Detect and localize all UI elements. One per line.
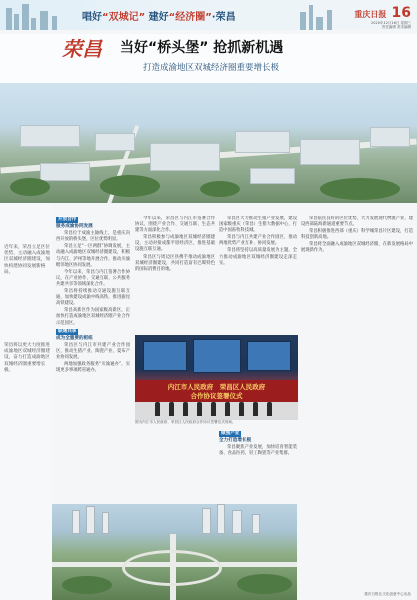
section-title: 成为全重要的枢纽 bbox=[56, 335, 93, 341]
paragraph: 荣昌立足“一区两群”协调发展，主动融入成渝地区双城经济圈建设，积极与内江、泸州等地开展合作，推动川渝毗邻地区协同发展。 bbox=[56, 244, 130, 268]
page-number-box: 重庆日报 16 2020年12月16日 星期三 责任编辑 美术编辑 bbox=[354, 5, 411, 29]
page-footer: 重庆日报社文化创意中心出品 bbox=[364, 592, 411, 596]
ceremony-stage bbox=[135, 402, 298, 420]
section-tag: 开放合作 bbox=[58, 217, 77, 222]
rongchang-logo: 荣昌 bbox=[62, 37, 102, 61]
paragraph: 荣昌聚焦产业发展，加快培育智能装备、食品医药、轻工陶瓷等产业集群。 bbox=[219, 445, 297, 457]
sidebar-note: 近年来，荣昌立足区位优势，主动融入成渝地区双城经济圈建设，加快构建协同发展新格局。 bbox=[4, 245, 50, 275]
sidebar-notes bbox=[0, 203, 52, 600]
section-tag: 联通共享 bbox=[58, 328, 77, 334]
paragraph: 今年以来，荣昌与内江签署合作协议，在产业协作、交通互联、公共服务共建共享等领域深化合作。 bbox=[56, 269, 130, 287]
paragraph: 荣昌依托良好的区位优势，大力发展现代物流产业，建设西部陆海新通道重要节点。 bbox=[301, 216, 413, 228]
paragraph: 荣昌将坚持以高质量发展为主题，全力推动成渝地区双城经济圈建设走深走实。 bbox=[219, 248, 297, 266]
paragraph: 荣昌高新区作为国家级高新区，正加快打造成渝地区双城经济圈产业合作示范园区。 bbox=[56, 308, 130, 326]
photo-caption: 图为内江市人民政府、荣昌区人民政府合作协议签署仪式现场。 bbox=[135, 420, 236, 424]
paragraph: 荣昌区与内江市共建产业合作园区，推动生猪产业、陶瓷产业、夏布产业协同发展。 bbox=[56, 342, 130, 360]
sub-title: 打造成渝地区双城经济圈重要增长极 bbox=[143, 63, 280, 73]
interchange-aerial-photo bbox=[52, 504, 297, 600]
paragraph: 荣昌积极推进西部（重庆）科学城荣昌片区建设，打造科技创新高地。 bbox=[301, 229, 413, 241]
ceremony-banner-line-1: 内江市人民政府 荣昌区人民政府 bbox=[167, 383, 266, 391]
skyline-icon bbox=[6, 8, 12, 30]
paragraph: 两地加强政务服务“川渝通办”，实现更多事项跨省通办。 bbox=[56, 362, 130, 374]
paragraph: 荣昌区与周边区县携手推动成渝地区双城经济圈建设，共同打造富有巴蜀特色的国际消费目的地。 bbox=[135, 254, 215, 272]
article-column-4 bbox=[301, 216, 413, 588]
article-column-3-lower bbox=[219, 430, 297, 500]
paragraph: 荣昌位于成渝主轴线上，是重庆向西开放的桥头堡，区位优势明显。 bbox=[56, 231, 130, 243]
main-title: 当好“桥头堡” 抢抓新机遇 bbox=[120, 40, 284, 56]
paper-name: 重庆日报 bbox=[354, 10, 387, 19]
sidebar-note: 荣昌将以更大力度推进成渝地区双城经济圈建设，奋力打造成渝地区双城经济圈重要增长极。 bbox=[4, 343, 50, 373]
ceremony-banner bbox=[135, 380, 298, 402]
section-title: 服务成渝协同发展 bbox=[56, 224, 93, 230]
hero-aerial-photo bbox=[0, 83, 417, 203]
paragraph: 今年以来，荣昌区与内江市签署合作协议，围绕产业合作、交通互联、生态共建等方面深化合作。 bbox=[135, 216, 215, 234]
ceremony-banner-line-2: 合作协议签署仪式 bbox=[190, 392, 243, 400]
paragraph: 荣昌与内江共建产业合作园区，推动两地优势产业互补、协同发展。 bbox=[219, 235, 297, 247]
article-column-1 bbox=[56, 216, 130, 504]
banner-title: 唱好“双城记” 建好“经济圈”·荣昌 bbox=[82, 12, 236, 23]
section-tag: 做强产业 bbox=[221, 431, 240, 436]
paragraph: 荣昌将全面融入成渝地区双城经济圈，在新发展格局中展现新作为。 bbox=[301, 242, 413, 254]
paragraph: 荣昌区大力推动生猪产业发展，建设国家级重庆（荣昌）生猪大数据中心，打造中国畜牧科技城。 bbox=[219, 216, 297, 234]
paragraph: 荣昌积极参与成渝地区双城经济圈建设，主动对接成都平原经济区，推进基础设施互联互通。 bbox=[135, 235, 215, 253]
section-title: 全力打造增长极 bbox=[219, 438, 252, 444]
paragraph: 荣昌将持续推动交通设施互联互通，加快建设成渝中线高铁，推进渝昆高铁建设。 bbox=[56, 289, 130, 307]
page-banner bbox=[0, 0, 417, 30]
page-number: 16 bbox=[391, 5, 411, 21]
article-column-2 bbox=[135, 216, 215, 332]
article-column-3 bbox=[219, 216, 297, 332]
